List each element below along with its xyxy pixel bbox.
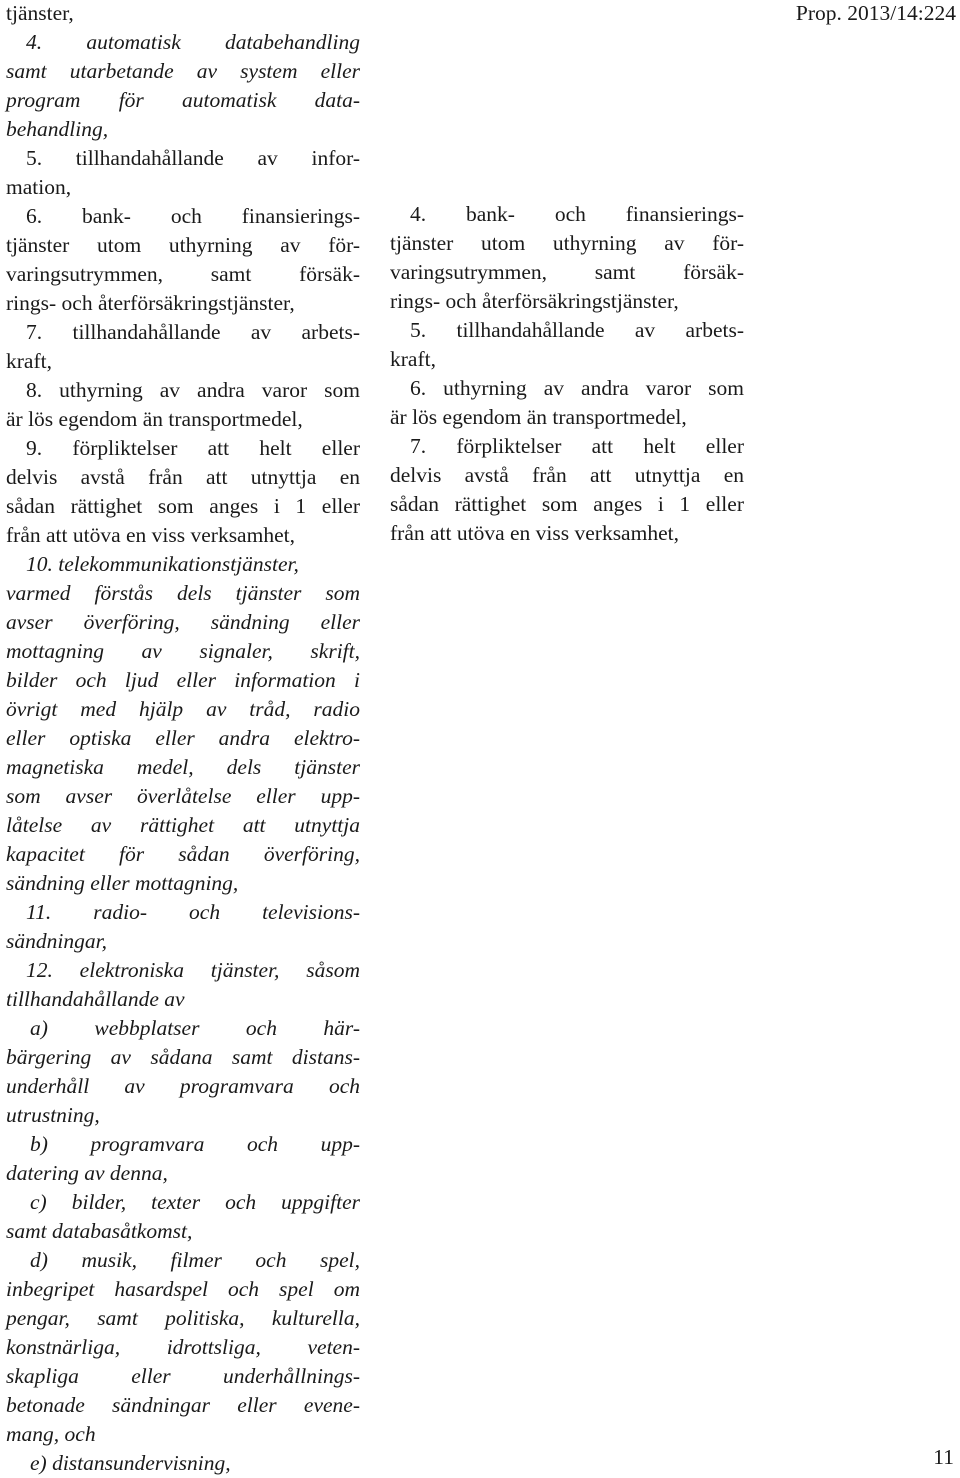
text-line: konstnärliga, idrottsliga, veten- <box>6 1335 360 1359</box>
text-line: inbegripet hasardspel och spel om <box>6 1277 360 1301</box>
text-line: kraft, <box>390 347 436 371</box>
text-line: varmed förstås dels tjänster som <box>6 581 360 605</box>
text-line: sådan rättighet som anges i 1 eller <box>390 492 744 516</box>
text-line: b) programvara och upp- <box>30 1132 360 1156</box>
text-line: 4. automatisk databehandling <box>26 30 360 54</box>
text-line: betonade sändningar eller evene- <box>6 1393 360 1417</box>
right-column <box>390 200 744 548</box>
text-line: mottagning av signaler, skrift, <box>6 639 360 663</box>
text-line: utrustning, <box>6 1103 100 1127</box>
text-line: 4. bank- och finansierings- <box>410 202 744 226</box>
text-line: samt utarbetande av system eller <box>6 59 360 83</box>
text-line: som avser överlåtelse eller upp- <box>6 784 360 808</box>
text-line: 10. telekommunikationstjänster, <box>26 552 299 576</box>
text-line: skapliga eller underhållnings- <box>6 1364 360 1388</box>
text-line: sändning eller mottagning, <box>6 871 239 895</box>
text-line: rings- och återförsäkringstjänster, <box>6 291 295 315</box>
text-line: a) webbplatser och här- <box>30 1016 360 1040</box>
text-line: 8. uthyrning av andra varor som <box>26 378 360 402</box>
text-line: underhåll av programvara och <box>6 1074 360 1098</box>
text-line: mation, <box>6 175 72 199</box>
text-line: övrigt med hjälp av tråd, radio <box>6 697 360 721</box>
text-line: 7. förpliktelser att helt eller <box>410 434 744 458</box>
proposition-reference: Prop. 2013/14:224 <box>795 1 956 25</box>
text-line: tillhandahållande av <box>6 987 185 1011</box>
text-line: bilder och ljud eller information i <box>6 668 360 692</box>
text-line: datering av denna, <box>6 1161 168 1185</box>
text-line: avser överföring, sändning eller <box>6 610 360 634</box>
text-line: pengar, samt politiska, kulturella, <box>6 1306 360 1330</box>
text-line: e) distansundervisning, <box>30 1451 231 1475</box>
text-line: tjänster utom uthyrning av för- <box>6 233 360 257</box>
text-line: 12. elektroniska tjänster, såsom <box>26 958 360 982</box>
text-line: är lös egendom än transportmedel, <box>390 405 687 429</box>
text-line: varingsutrymmen, samt försäk- <box>390 260 744 284</box>
text-line: tjänster utom uthyrning av för- <box>390 231 744 255</box>
text-line: program för automatisk data- <box>6 88 360 112</box>
text-line: 5. tillhandahållande av arbets- <box>410 318 744 342</box>
text-line: delvis avstå från att utnyttja en <box>390 463 744 487</box>
text-line: kapacitet för sådan överföring, <box>6 842 360 866</box>
text-line: 9. förpliktelser att helt eller <box>26 436 360 460</box>
text-line: samt databasåtkomst, <box>6 1219 193 1243</box>
text-line: är lös egendom än transportmedel, <box>6 407 303 431</box>
left-column <box>6 0 360 1478</box>
text-line: 5. tillhandahållande av infor- <box>26 146 360 170</box>
text-line: magnetiska medel, dels tjänster <box>6 755 360 779</box>
text-line: delvis avstå från att utnyttja en <box>6 465 360 489</box>
text-line: rings- och återförsäkringstjänster, <box>390 289 679 313</box>
text-line: d) musik, filmer och spel, <box>30 1248 360 1272</box>
text-line: sändningar, <box>6 929 107 953</box>
text-line: 6. bank- och finansierings- <box>26 204 360 228</box>
text-line: 11. radio- och televisions- <box>26 900 360 924</box>
text-line: sådan rättighet som anges i 1 eller <box>6 494 360 518</box>
text-line: c) bilder, texter och uppgifter <box>30 1190 360 1214</box>
text-line: tjänster, <box>6 1 74 25</box>
text-line: låtelse av rättighet att utnyttja <box>6 813 360 837</box>
text-line: behandling, <box>6 117 109 141</box>
text-line: 7. tillhandahållande av arbets- <box>26 320 360 344</box>
text-line: från att utöva en viss verksamhet, <box>390 521 679 545</box>
text-line: från att utöva en viss verksamhet, <box>6 523 295 547</box>
text-line: mang, och <box>6 1422 96 1446</box>
text-line: 6. uthyrning av andra varor som <box>410 376 744 400</box>
text-line: eller optiska eller andra elektro- <box>6 726 360 750</box>
text-line: bärgering av sådana samt distans- <box>6 1045 360 1069</box>
page-number: 11 <box>933 1445 954 1469</box>
text-line: kraft, <box>6 349 52 373</box>
text-line: varingsutrymmen, samt försäk- <box>6 262 360 286</box>
